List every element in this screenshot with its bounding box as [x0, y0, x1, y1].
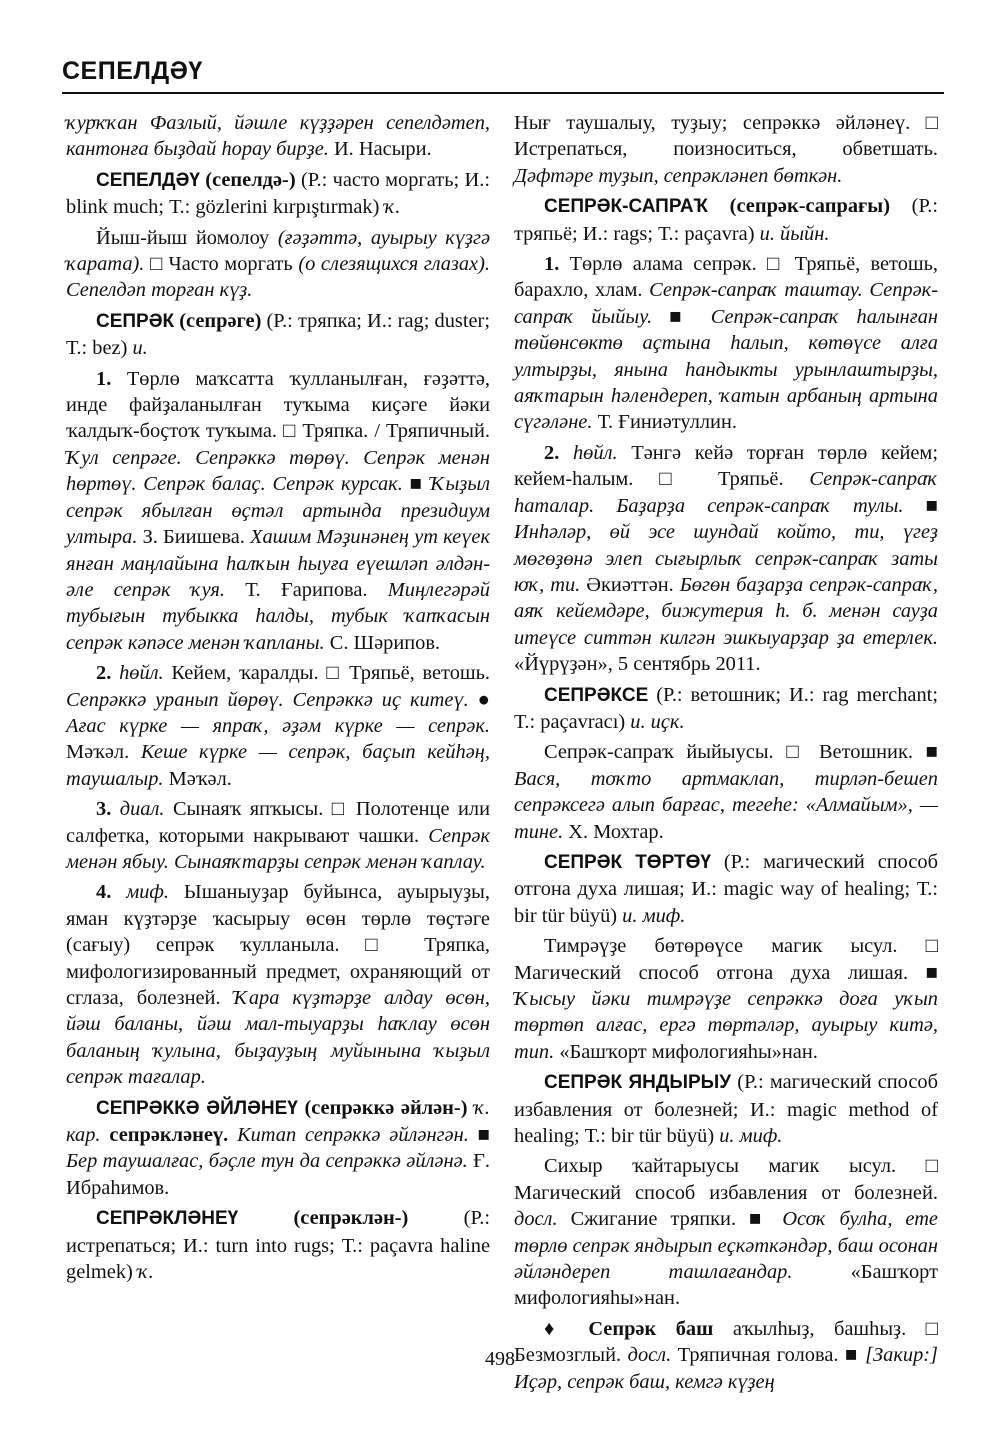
sense-number: 2.: [544, 441, 560, 464]
left-column: [66, 110, 490, 1285]
entry-continuation: ҡурҡҡан Фазлый, йәшле күҙҙәрен сепелдәтеп, кантонға быҙдай һорау бирҙе. И. Насыри.: [66, 112, 490, 161]
proverb-marker: ●: [468, 688, 490, 711]
headword: СЕПРӘК ТӨРТӨҮ: [544, 851, 711, 873]
headword: СЕПРӘК ЯНДЫРЫУ: [544, 1072, 732, 1094]
sense-number: 1.: [96, 367, 112, 390]
sense-3: 3. диал. Сынаяҡ япҡысы. □ Полотенце или салфетка, которыми накрывают чашки. Сепрәк менән ябыу. Сынаяҡтарҙы сепрәк менән ҡаплау.: [66, 798, 490, 873]
sense-definition: Сихыр ҡайтарыусы магик ысул. □ Магический способ избавления от болезней. досл. Сжигание тряпки. ■ Осоҡ булһа, ете төрлө сепрәк яндырып еҫкәткәндәр, баш осонан әйләндереп ташлағандар. «Башҡорт мифологияһы»нан.: [514, 1155, 938, 1310]
headword: СЕПРӘКСЕ: [544, 684, 649, 706]
sense-number: 3.: [96, 798, 112, 821]
sense-definition: Тимрәүҙе бөтөрөүсе магик ысул. □ Магический способ отгона духа лишая. ■ Ҡысыу йәки тимрәүҙе сепрәккә доға уҡып төртөп алғас, ергә төртәләр, ауырыу китә, тип. «Башҡорт мифологияһы»нан.: [514, 935, 938, 1063]
right-column: [514, 110, 938, 1395]
sense-definition: Сепрәк-сапраҡ йыйыусы. □ Ветошник. ■ Вася, тоҡто артмаклап, тирләп-бешеп сепрәксегә алып барғас, тегеһе: «Алмайым», — тине. Х. Мохтар.: [514, 741, 938, 843]
entry-sepraksa: СЕПРӘКСЕ (Р.: ветошник; И.: rag merchant; Т.: paçavracı) и. иҫк.: [514, 683, 938, 733]
sense-4: 4. миф. Ышаныуҙар буйынса, ауырыуҙы, яман күҙтәрҙе ҡасырыу өсөн төрлө төҫтәге (сағыу) сепрәк ҡулланыла. □ Тряпка, мифологизированный предмет, охраняющий от сглаза, болезней. Ҡара күҙтәрҙе алдау өсөн, йәш баланы, йәш мал-тыуарҙы һаҡлау өсөн баланың ҡулына, быҙауҙың муйынына ҡыҙыл сепрәк тағалар.: [66, 881, 491, 1089]
sense-1: 1. Төрлө маҡсатта ҡулланылған, ғәҙәттә, инде файҙаланылған туҡыма киҫәге йәки ҡалдыҡ-боҫтоҡ туҡыма. □ Тряпка. / Тряпичный. Ҡул сепрәге. Сепрәккә төрөү. Сепрәк менән һөртөү. Сепрәк балаҫ. Сепрәк курсак. ■ Ҡыҙыл сепрәк ябылған өҫтәл артында президиум ултыра. З. Биишева. Хашим Мәҙинәнең ут кеүек янған маңлайына һалҡын һыуға еүешләп әлдән-әле сепрәк ҡуя. Т. Ғарипова. Миңлегәрәй тубығын тубыкка һалды, тубык ҡапҡасын сепрәк кәпәсе менән ҡапланы. С. Шәрипов.: [66, 367, 491, 654]
headword: СЕПРӘК-САПРАҠ: [544, 196, 709, 218]
sense-2: 2. һөйл. Кейем, ҡаралды. □ Тряпьё, ветошь. Сепрәккә уранып йөрөү. Сепрәккә иҫ китеү. ● Ағас күрке — япраҡ, әҙәм күрке — сепрәк. Мәҡәл. Кеше күрке — сепрәк, баҫып кейһәң, таушалыр. Мәҡәл.: [66, 662, 490, 790]
idiom-marker: ♦: [544, 1317, 589, 1340]
page-number: 498: [485, 1348, 515, 1370]
running-header: [62, 52, 944, 94]
entry-seprak-saprak: СЕПРӘК-САПРАҠ (сепрәк-сапрағы) (Р.: тряпьё; И.: rags; Т.: paçavra) и. йыйн.: [514, 195, 938, 245]
sense-number: 2.: [96, 662, 112, 685]
headword: СЕПЕЛДӘҮ: [96, 169, 200, 191]
sense-number: 1.: [544, 253, 560, 276]
entry-sepeldau: СЕПЕЛДӘҮ (сепелдә-) (Р.: часто моргать; И.: blink much; Т.: gözlerini kırpıştırmak) ҡ.: [66, 168, 490, 219]
sense-1: 1. Төрлө алама сепрәк. □ Тряпьё, ветошь, барахло, хлам. Сепрәк-сапраҡ таштау. Сепрәк-сапраҡ йыйыу. ■ Сепрәк-сапраҡ һалынған төйөнсөктө аҫтына һалып, көтөүсе алға ултырҙы, янына һандыкты урынлаштырҙы, аяҡтарын һәлендереп, ҡатын арбаның артына сүгәләне. Т. Ғиниәтуллин.: [514, 253, 939, 434]
sense-2: 2. һөйл. Тәнгә кейә торған төрлө кейем; кейем-һалым. □ Тряпьё. Сепрәк-сапраҡ һаталар. Баҙарҙа сепрәк-сапраҡ тулы. ■ Инһәләр, өй эсе шундай който, ти, үгеҙ мөгөҙөнә элеп сығырлыҡ сепрәк-сапраҡ заты юҡ, ти. Әкиәттән. Бөгөн баҙарҙа сепрәк-сапраҡ, аяҡ кейемдәре, бижутерия һ. б. менән сауҙа итеүсе ситтән килгән эшкыуарҙар ҙа етерлек. «Йүрүҙән», 5 сентябрь 2011.: [514, 441, 938, 676]
entry-continuation: Нығ таушалыу, туҙыу; сепрәккә әйләнеү. □ Истрепаться, поизноситься, обветшать. Дәфтәре туҙып, сепрәкләнеп бөткән.: [514, 112, 938, 187]
headword: СЕПРӘККӘ ӘЙЛӘНЕҮ: [96, 1097, 298, 1119]
example-marker: ■: [402, 473, 431, 496]
entry-sepraklaneu: СЕПРӘКЛӘНЕҮ (сепрәклән-) (Р.: истрепаться; И.: turn into rugs; Т.: paçavra haline gelmek) ҡ.: [66, 1207, 490, 1284]
entry-seprak: СЕПРӘК (сепрәге) (Р.: тряпка; И.: rag; duster; Т.: bez) и.: [66, 309, 490, 360]
entry-seprak-yandyryu: СЕПРӘК ЯНДЫРЫУ (Р.: магический способ избавления от болезней; И.: magic method of healing; Т.: bir tür büyü) и. миф.: [514, 1071, 938, 1148]
sense-number: 4.: [96, 881, 112, 904]
headword: СЕПРӘКЛӘНЕҮ: [96, 1208, 239, 1230]
running-head-title: СЕПЕЛДӘҮ: [62, 57, 203, 85]
idiom-seprak-bash: ♦ Сепрәк баш аҡылһыҙ, башһыҙ. □ Безмозглый. досл. Тряпичная голова. ■ [Закир:] Иҫәр, сепрәк баш, кемгә күҙең: [514, 1317, 938, 1393]
entry-seprakka-aylaneu: СЕПРӘККӘ ӘЙЛӘНЕҮ (сепрәккә әйлән-) ҡ. кар. сепрәкләнеү. Китап сепрәккә әйләнгән. ■ Бер таушалғас, бәҫле тун да сепрәккә әйләнә. Ғ. Ибраһимов.: [66, 1096, 491, 1199]
entry-seprak-tortou: СЕПРӘК ТӨРТӨҮ (Р.: магический способ отгона духа лишая; И.: magic way of healing; Т.: bir tür büyü) и. миф.: [514, 850, 939, 927]
sense-definition: Йыш-йыш йомолоу (ғәҙәттә, ауырыу күҙгә ҡарата). □ Часто моргать (о слезящихся глазах). Сепелдәп торған күҙ.: [66, 226, 490, 302]
headword: СЕПРӘК: [96, 310, 175, 332]
